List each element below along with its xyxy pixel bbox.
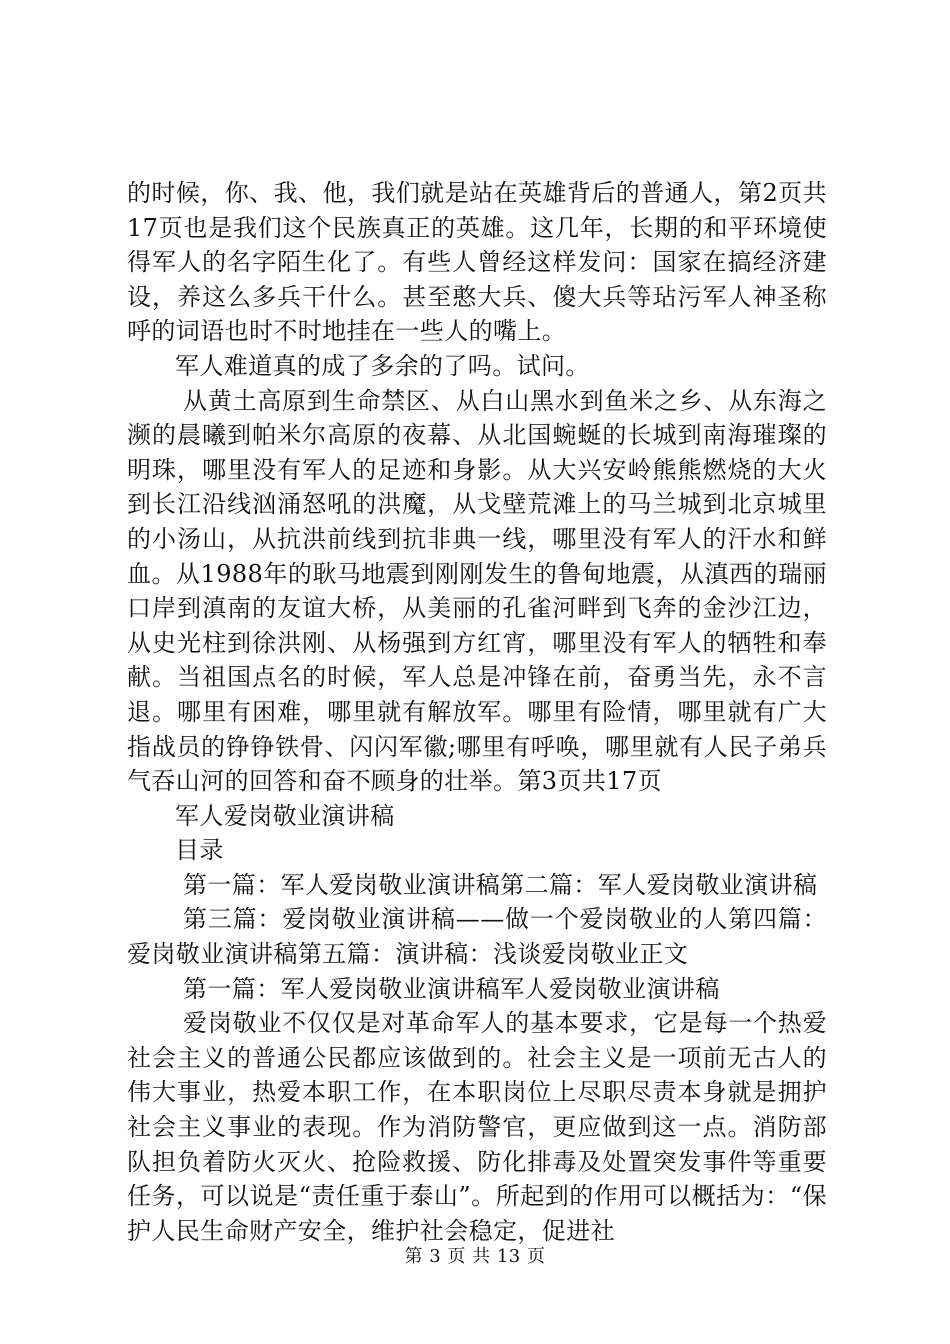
paragraph-body: 爱岗敬业不仅仅是对革命军人的基本要求，它是每一个热爱社会主义的普通公民都应该做到的。社会主义是一项前无古人的伟大事业，热爱本职工作，在本职岗位上尽职尽责本身就是拥护社会主义事业的表现。作为消防警官，更应做到这一点。消防部队担负着防火灭火、抢险救援、防化排毒及处置突发事件等重要任务，可以说是“责任重于泰山”。所起到的作用可以概括为：“保护人民生命财产安全，维护社会稳定，促进社 (127, 1009, 827, 1245)
paragraph-continuation: 的时候，你、我、他，我们就是站在英雄背后的普通人，第2页共17页也是我们这个民族真正的英雄。这几年，长期的和平环境使得军人的名字陌生化了。有些人曾经这样发问：国家在搞经济建设，养这么多兵干什么。甚至憨大兵、傻大兵等玷污军人神圣称呼的词语也时不时地挂在一些人的嘴上。 (127, 179, 827, 346)
toc-entry-2: 第三篇：爱岗敬业演讲稿——做一个爱岗敬业的人第四篇：爱岗敬业演讲稿第五篇：演讲稿：浅谈爱岗敬业正文 (127, 905, 827, 969)
toc-entry-1: 第一篇：军人爱岗敬业演讲稿第二篇：军人爱岗敬业演讲稿 (183, 870, 818, 899)
chapter-heading: 第一篇：军人爱岗敬业演讲稿军人爱岗敬业演讲稿 (183, 974, 720, 1003)
section-title: 军人爱岗敬业演讲稿 (175, 801, 395, 830)
paragraph-military-presence: 从黄土高原到生命禁区、从白山黑水到鱼米之乡、从东海之濒的晨曦到帕米尔高原的夜幕、从北国蜿蜒的长城到南海璀璨的明珠，哪里没有军人的足迹和身影。从大兴安岭熊熊燃烧的大火到长江沿线汹涌怒吼的洪魔，从戈壁荒滩上的马兰城到北京城里的小汤山，从抗洪前线到抗非典一线，哪里没有军人的汗水和鲜血。从1988年的耿马地震到刚刚发生的鲁甸地震，从滇西的瑞丽口岸到滇南的友谊大桥，从美丽的孔雀河畔到飞奔的金沙江边，从史光柱到徐洪刚、从杨强到方红宵，哪里没有军人的牺牲和奉献。当祖国点名的时候，军人总是冲锋在前，奋勇当先，永不言退。哪里有困难，哪里就有解放军。哪里有险情，哪里就有广大指战员的铮铮铁骨、闪闪军徽;哪里有呼唤，哪里就有人民子弟兵气吞山河的回答和奋不顾身的壮举。第3页共17页 (127, 386, 827, 796)
page-footer: 第 3 页 共 13 页 (404, 1246, 546, 1267)
toc-heading: 目录 (175, 836, 224, 865)
document-body (127, 176, 827, 1248)
paragraph-question: 军人难道真的成了多余的了吗。试问。 (175, 351, 590, 380)
